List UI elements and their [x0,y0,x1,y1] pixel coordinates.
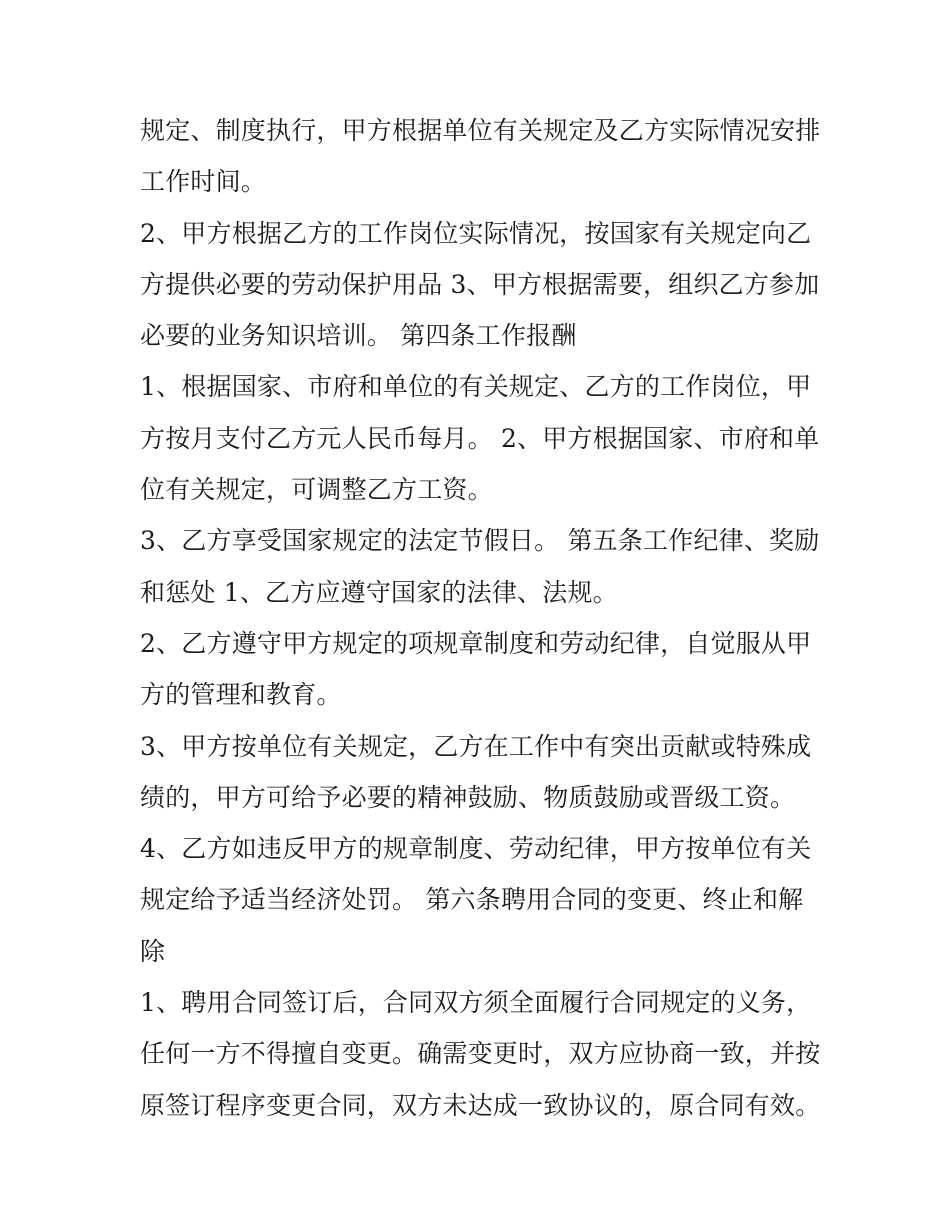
text-line: 1、根据国家、市府和单位的有关规定、乙方的工作岗位，甲 [140,372,812,402]
text-line: 方提供必要的劳动保护用品 3、甲方根据需要，组织乙方参加 [140,269,820,299]
text-line: 位有关规定，可调整乙方工资。 [140,475,493,505]
text-line: 2、乙方遵守甲方规定的项规章制度和劳动纪律，自觉服从甲 [140,628,812,658]
text-line: 和惩处 1、乙方应遵守国家的法律、法规。 [140,577,618,607]
text-line: 原签订程序变更合同，双方未达成一致协议的，原合同有效。 [140,1090,821,1120]
text-line: 绩的，甲方可给予必要的精神鼓励、物质鼓励或晋级工资。 [140,782,796,812]
text-line: 工作时间。 [140,167,267,197]
text-line: 必要的业务知识培训。 第四条工作报酬 [140,321,577,351]
document-body [140,105,820,1131]
text-line: 规定给予适当经济处罚。 第六条聘用合同的变更、终止和解 [140,885,804,915]
text-line: 方按月支付乙方元人民币每月。 2、甲方根据国家、市府和单 [140,423,820,453]
text-line: 2、甲方根据乙方的工作岗位实际情况，按国家有关规定向乙 [140,218,812,248]
text-line: 1、聘用合同签订后，合同双方须全面履行合同规定的义务， [140,988,812,1018]
text-line: 3、甲方按单位有关规定，乙方在工作中有突出贡献或特殊成 [140,731,812,761]
text-line: 除 [140,936,166,966]
text-line: 4、乙方如违反甲方的规章制度、劳动纪律，甲方按单位有关 [140,834,812,864]
text-line: 任何一方不得擅自变更。确需变更时，双方应协商一致，并按 [140,1039,821,1069]
text-line: 方的管理和教育。 [140,680,342,710]
text-line: 3、乙方享受国家规定的法定节假日。 第五条工作纪律、奖励 [140,526,820,556]
text-line: 规定、制度执行，甲方根据单位有关规定及乙方实际情况安排 [140,116,821,145]
